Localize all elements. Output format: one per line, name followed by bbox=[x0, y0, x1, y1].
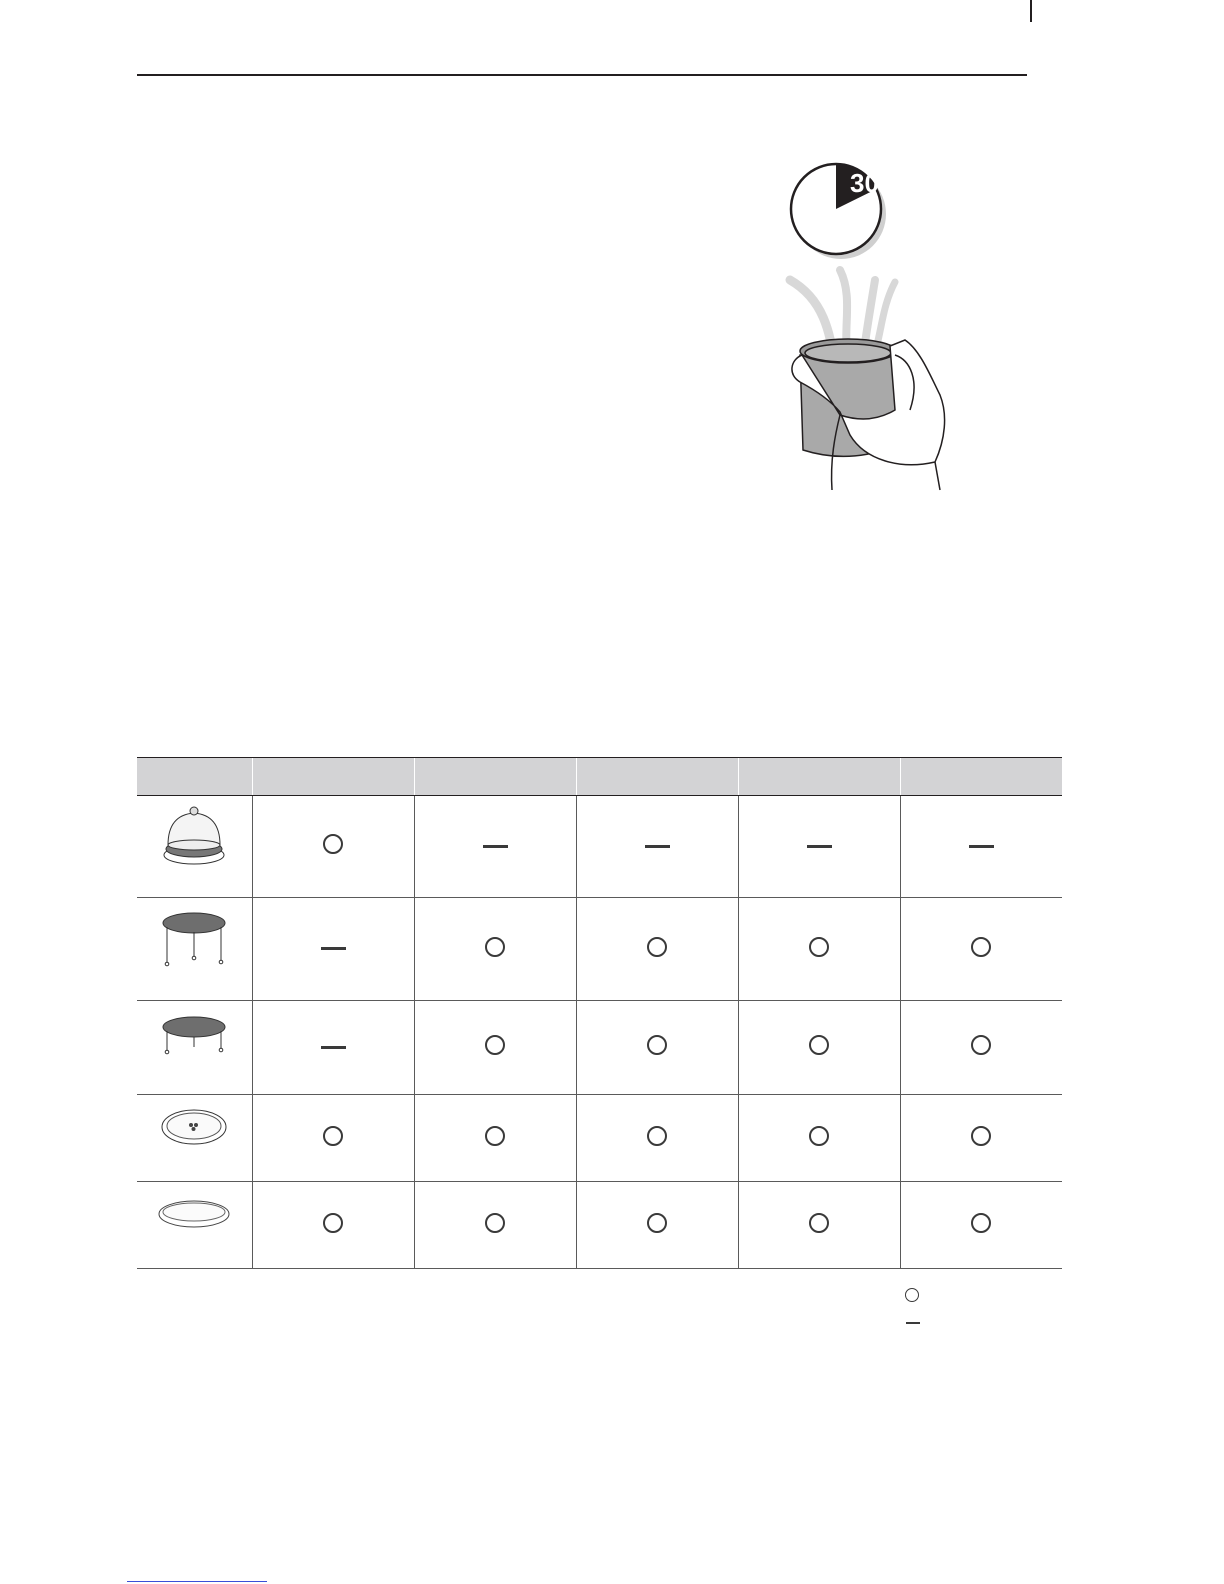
crop-mark bbox=[1030, 0, 1032, 22]
high-rack-icon bbox=[137, 905, 252, 971]
compatibility-cell bbox=[900, 1001, 1062, 1095]
accessory-cell bbox=[137, 796, 252, 898]
low-rack-icon bbox=[137, 1007, 252, 1067]
compatibility-cell bbox=[414, 1001, 576, 1095]
accessory-cell bbox=[137, 1095, 252, 1182]
compatibility-cell bbox=[414, 1095, 576, 1182]
accessory-cell bbox=[137, 1182, 252, 1269]
table-row bbox=[137, 1182, 1062, 1269]
circle-icon bbox=[971, 937, 991, 957]
compatibility-cell bbox=[252, 1095, 414, 1182]
compatibility-cell bbox=[738, 1095, 900, 1182]
crusty-plate-icon bbox=[137, 1192, 252, 1236]
compatibility-cell bbox=[738, 1001, 900, 1095]
circle-icon bbox=[647, 937, 667, 957]
table-row bbox=[137, 1001, 1062, 1095]
dash-icon bbox=[321, 947, 346, 950]
header-cell-mode-3 bbox=[576, 758, 738, 796]
compatibility-cell bbox=[900, 796, 1062, 898]
legend-dash-icon bbox=[906, 1322, 920, 1324]
accessory-cell bbox=[137, 898, 252, 1001]
header-cell-mode-1 bbox=[252, 758, 414, 796]
legend-circle-icon bbox=[905, 1288, 919, 1302]
circle-icon bbox=[647, 1126, 667, 1146]
compatibility-cell bbox=[900, 1095, 1062, 1182]
circle-icon bbox=[971, 1126, 991, 1146]
header-cell-mode-2 bbox=[414, 758, 576, 796]
compatibility-cell bbox=[252, 1001, 414, 1095]
compatibility-cell bbox=[738, 898, 900, 1001]
compatibility-cell bbox=[576, 1095, 738, 1182]
dash-icon bbox=[483, 845, 508, 848]
circle-icon bbox=[485, 1035, 505, 1055]
circle-icon bbox=[323, 834, 343, 854]
compatibility-cell bbox=[576, 1001, 738, 1095]
table-row bbox=[137, 898, 1062, 1001]
circle-icon bbox=[323, 1126, 343, 1146]
header-cell-mode-5 bbox=[900, 758, 1062, 796]
timer-value: 30 bbox=[850, 168, 879, 198]
circle-icon bbox=[323, 1213, 343, 1233]
circle-icon bbox=[971, 1035, 991, 1055]
glass-turntable-icon bbox=[137, 1102, 252, 1152]
compatibility-cell bbox=[576, 796, 738, 898]
footer-link-underline bbox=[127, 1581, 267, 1582]
compatibility-cell bbox=[738, 796, 900, 898]
circle-icon bbox=[485, 1213, 505, 1233]
circle-icon bbox=[485, 937, 505, 957]
timer-icon bbox=[791, 164, 886, 259]
header-cell-accessory bbox=[137, 758, 252, 796]
dash-icon bbox=[645, 845, 670, 848]
compatibility-cell bbox=[576, 1182, 738, 1269]
compatibility-cell bbox=[900, 1182, 1062, 1269]
compatibility-cell bbox=[414, 796, 576, 898]
circle-icon bbox=[647, 1213, 667, 1233]
compatibility-cell bbox=[252, 796, 414, 898]
dash-icon bbox=[807, 845, 832, 848]
circle-icon bbox=[809, 1035, 829, 1055]
circle-icon bbox=[809, 1213, 829, 1233]
accessory-cell bbox=[137, 1001, 252, 1095]
compatibility-cell bbox=[576, 898, 738, 1001]
compatibility-cell bbox=[414, 1182, 576, 1269]
compatibility-cell bbox=[252, 1182, 414, 1269]
circle-icon bbox=[971, 1213, 991, 1233]
circle-icon bbox=[485, 1126, 505, 1146]
header-rule bbox=[137, 74, 1027, 76]
circle-icon bbox=[647, 1035, 667, 1055]
dome-cover-on-rack-icon bbox=[137, 803, 252, 869]
compatibility-cell bbox=[900, 898, 1062, 1001]
compatibility-cell bbox=[252, 898, 414, 1001]
dash-icon bbox=[321, 1046, 346, 1049]
accessory-compatibility-table bbox=[137, 757, 1062, 1269]
table-header-row bbox=[137, 758, 1062, 796]
compatibility-cell bbox=[738, 1182, 900, 1269]
header-cell-mode-4 bbox=[738, 758, 900, 796]
table-row bbox=[137, 796, 1062, 898]
circle-icon bbox=[809, 937, 829, 957]
circle-icon bbox=[809, 1126, 829, 1146]
hot-cup-illustration bbox=[770, 150, 970, 500]
dash-icon bbox=[969, 845, 994, 848]
compatibility-cell bbox=[414, 898, 576, 1001]
table-row bbox=[137, 1095, 1062, 1182]
